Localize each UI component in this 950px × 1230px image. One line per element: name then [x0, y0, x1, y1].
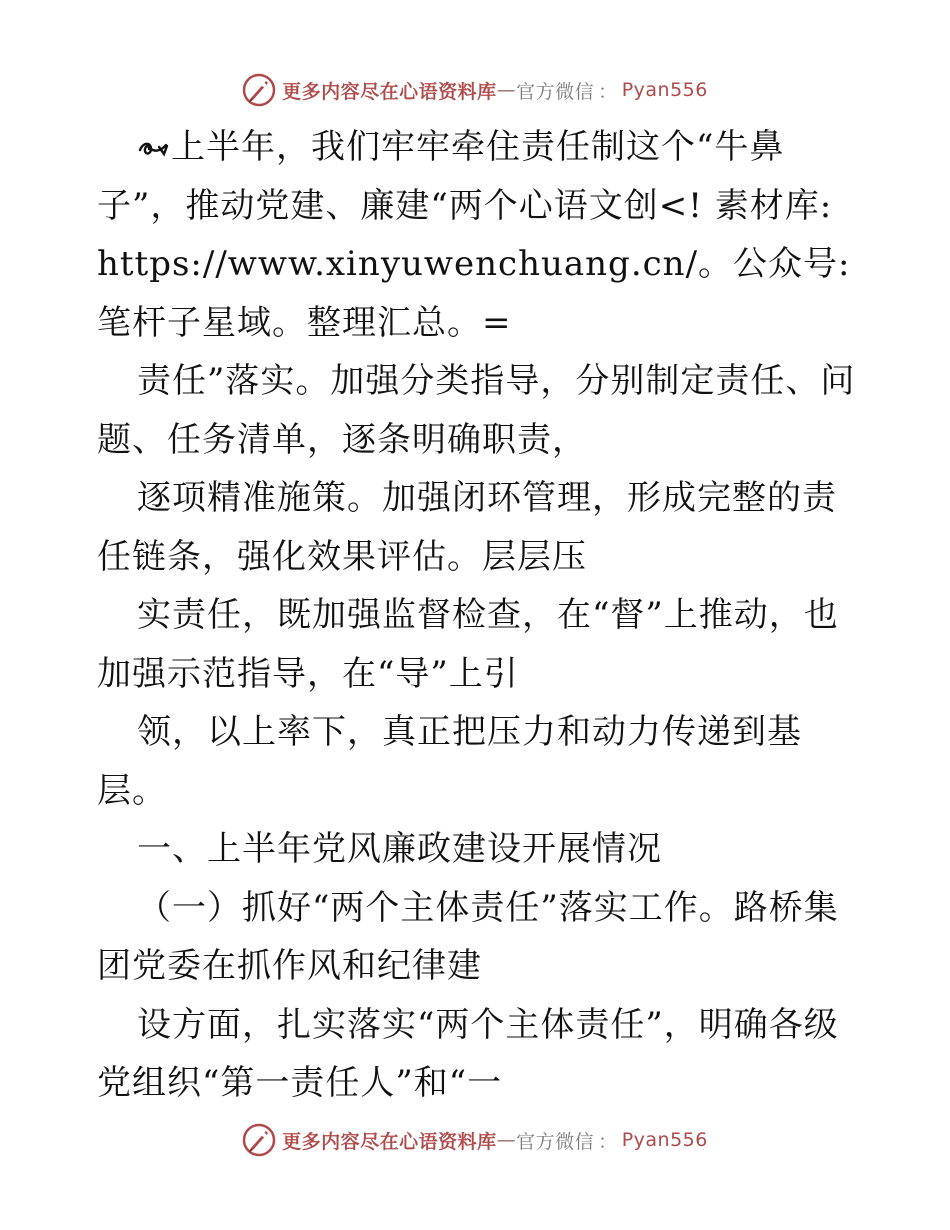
- banner-separator: —: [496, 1129, 517, 1151]
- paragraph: 设方面，扎实落实“两个主体责任”，明确各级党组织“第一责任人”和“一: [97, 1004, 839, 1103]
- paragraph: [97, 118, 857, 352]
- banner-separator: —: [496, 79, 517, 101]
- paragraph: 领，以上率下，真正把压力和动力传递到基层。: [97, 712, 802, 811]
- paragraph: （一）抓好“两个主体责任”落实工作。路桥集团党委在抓作风和纪律建: [97, 887, 839, 986]
- body-text: [97, 118, 857, 1113]
- flourish-icon: [137, 136, 169, 160]
- section-heading: 一、上半年党风廉政建设开展情况: [137, 829, 662, 869]
- paragraph: 逐项精准施策。加强闭环管理，形成完整的责任链条，强化效果评估。层层压: [97, 478, 837, 577]
- banner-label: 官方微信: [516, 80, 595, 103]
- banner-wechat-id: Pyan556: [621, 79, 708, 101]
- quill-logo-icon: [242, 73, 276, 107]
- footer-watermark: [0, 1120, 950, 1160]
- quill-logo-icon: [242, 1123, 276, 1157]
- paragraph: 实责任，既加强监督检查，在“督”上推动，也加强示范指导，在“导”上引: [97, 595, 839, 694]
- banner-text: 更多内容尽在心语资料库: [282, 80, 497, 103]
- banner-text: 更多内容尽在心语资料库: [282, 1130, 497, 1153]
- banner-label: 官方微信: [516, 1130, 595, 1153]
- banner-colon: ：: [598, 1130, 618, 1153]
- header-watermark: [0, 70, 950, 110]
- banner-wechat-id: Pyan556: [621, 1129, 708, 1151]
- banner-colon: ：: [598, 80, 618, 103]
- paragraph: 责任”落实。加强分类指导，分别制定责任、问题、任务清单，逐条明确职责，: [97, 361, 856, 460]
- paragraph-text: 上半年，我们牢牢牵住责任制这个“牛鼻子”，推动党建、廉建“两个心语文创<! 素材库: https://www.xinyuwenchuang.cn/。公众号:笔杆子星域。整理汇总。=: [97, 127, 851, 343]
